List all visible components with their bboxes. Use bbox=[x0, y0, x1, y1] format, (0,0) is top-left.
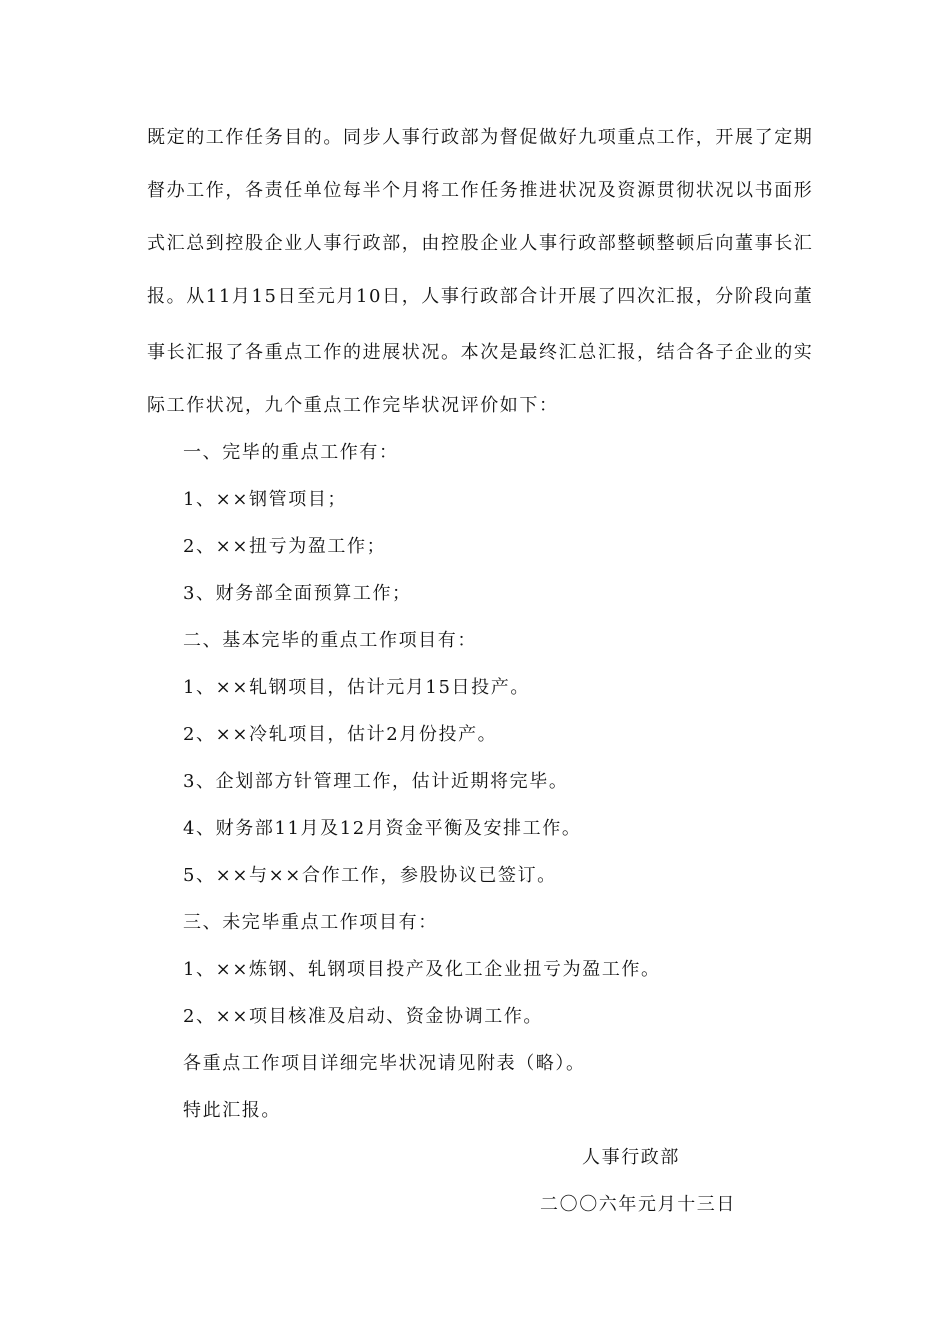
list-item: 2、××扭亏为盈工作； bbox=[183, 536, 387, 557]
signature-date: 二〇〇六年元月十三日 bbox=[540, 1194, 736, 1215]
list-item: 3、企划部方针管理工作，估计近期将完毕。 bbox=[183, 771, 569, 792]
paragraph-line: 际工作状况，九个重点工作完毕状况评价如下： bbox=[147, 395, 559, 416]
section-heading: 二、基本完毕的重点工作项目有： bbox=[183, 630, 477, 651]
paragraph-line: 既定的工作任务目的。同步人事行政部为督促做好九项重点工作，开展了定期 bbox=[147, 127, 814, 148]
list-item: 1、××钢管项目； bbox=[183, 489, 348, 510]
paragraph-line: 报。从11月15日至元月10日，人事行政部合计开展了四次汇报，分阶段向董 bbox=[147, 286, 814, 307]
section-heading: 三、未完毕重点工作项目有： bbox=[183, 912, 438, 933]
list-item: 5、××与××合作工作，参股协议已签订。 bbox=[183, 865, 557, 886]
list-item: 1、××炼钢、轧钢项目投产及化工企业扭亏为盈工作。 bbox=[183, 959, 661, 980]
list-item: 1、××轧钢项目，估计元月15日投产。 bbox=[183, 677, 530, 698]
paragraph-line: 式汇总到控股企业人事行政部，由控股企业人事行政部整顿整顿后向董事长汇 bbox=[147, 233, 814, 254]
signature-department: 人事行政部 bbox=[582, 1147, 680, 1168]
paragraph-line: 事长汇报了各重点工作的进展状况。本次是最终汇总汇报，结合各子企业的实 bbox=[147, 342, 814, 363]
closing-line: 特此汇报。 bbox=[183, 1100, 281, 1121]
list-item: 2、××冷轧项目，估计2月份投产。 bbox=[183, 724, 498, 745]
list-item: 2、××项目核准及启动、资金协调工作。 bbox=[183, 1006, 544, 1027]
closing-line: 各重点工作项目详细完毕状况请见附表（略）。 bbox=[183, 1053, 586, 1074]
list-item: 4、财务部11月及12月资金平衡及安排工作。 bbox=[183, 818, 582, 839]
paragraph-line: 督办工作，各责任单位每半个月将工作任务推进状况及资源贯彻状况以书面形 bbox=[147, 180, 814, 201]
section-heading: 一、完毕的重点工作有： bbox=[183, 442, 399, 463]
list-item: 3、财务部全面预算工作； bbox=[183, 583, 412, 604]
